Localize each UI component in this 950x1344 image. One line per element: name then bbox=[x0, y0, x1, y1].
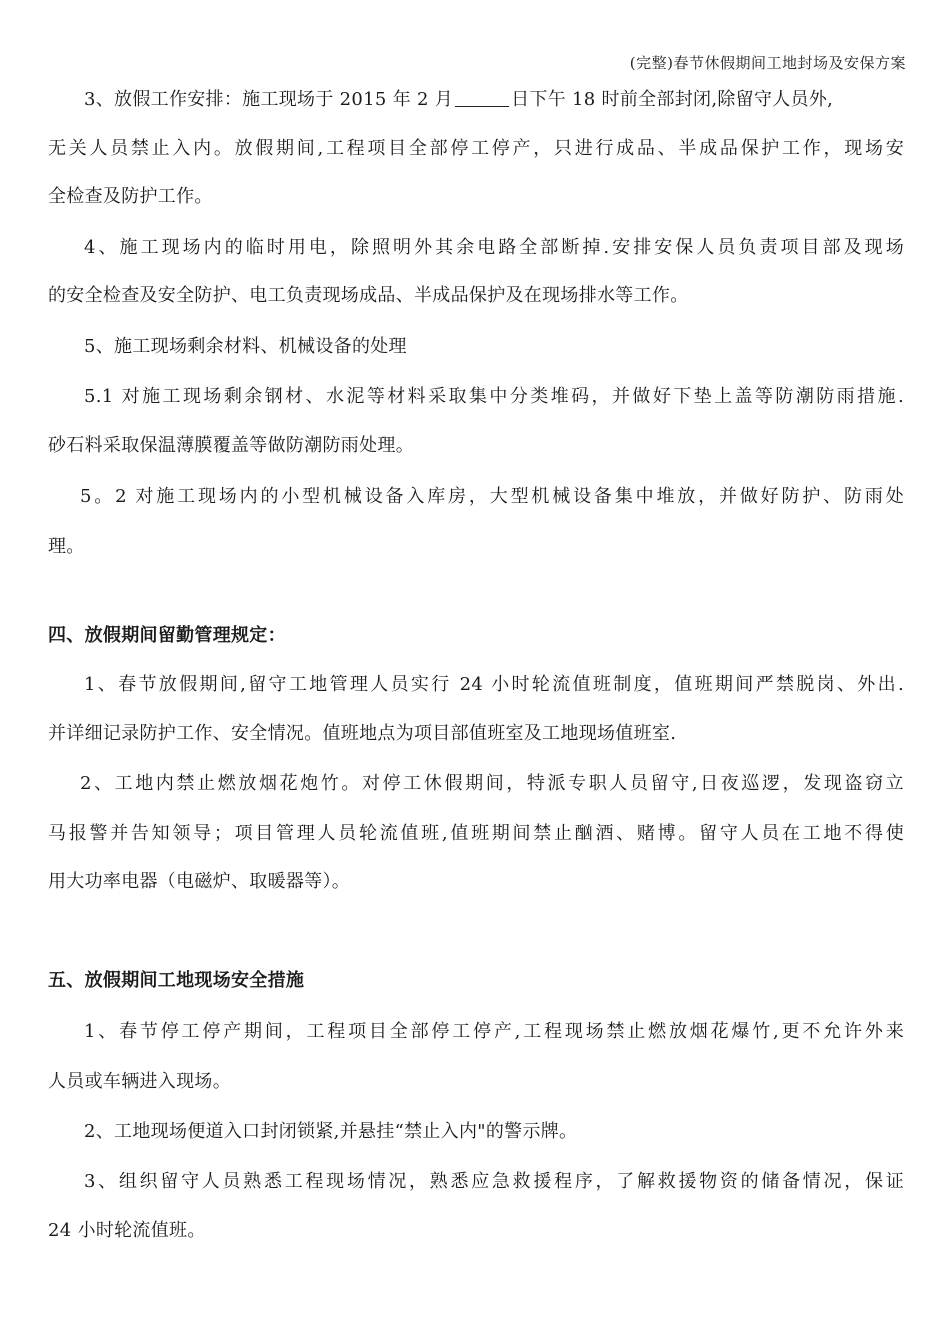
item5-title: 5、施工现场剩余材料、机械设备的处理 bbox=[84, 336, 407, 357]
section5-item1-line1: 1、春节停工停产期间，工程项目全部停工停产,工程现场禁止燃放烟花爆竹,更不允许外来 bbox=[84, 1021, 904, 1042]
section5-item3-line2: 24 小时轮流值班。 bbox=[48, 1220, 206, 1241]
item5-1-line1: 5.1 对施工现场剩余钢材、水泥等材料采取集中分类堆码，并做好下垫上盖等防潮防雨措施. bbox=[84, 386, 904, 407]
section4-heading: 四、放假期间留勤管理规定： bbox=[48, 625, 286, 646]
section5-heading: 五、放假期间工地现场安全措施 bbox=[48, 970, 305, 991]
section4-item2-line1: 2、工地内禁止燃放烟花炮竹。对停工休假期间，特派专职人员留守,日夜巡逻，发现盗窃立 bbox=[80, 773, 904, 794]
section5-item2-line1: 2、工地现场便道入口封闭锁紧,并悬挂“禁止入内"的警示牌。 bbox=[84, 1121, 578, 1142]
item3-line1 bbox=[84, 88, 833, 112]
item3-line1-pre: 3、放假工作安排：施工现场于 2015 年 2 月 bbox=[84, 89, 454, 110]
item3-line1-post: 日下午 18 时前全部封闭,除留守人员外, bbox=[511, 89, 834, 110]
item4-line1: 4、施工现场内的临时用电，除照明外其余电路全部断掉.安排安保人员负责项目部及现场 bbox=[84, 237, 904, 258]
date-blank bbox=[455, 88, 509, 107]
section4-item2-line2: 马报警并告知领导；项目管理人员轮流值班,值班期间禁止酗酒、赌博。留守人员在工地不得使 bbox=[48, 823, 904, 844]
item5-1-line2: 砂石料采取保温薄膜覆盖等做防潮防雨处理。 bbox=[48, 435, 414, 456]
section5-item1-line2: 人员或车辆进入现场。 bbox=[48, 1071, 231, 1092]
item4-line2: 的安全检查及安全防护、电工负责现场成品、半成品保护及在现场排水等工作。 bbox=[48, 285, 689, 306]
section4-item2-line3: 用大功率电器（电磁炉、取暖器等）。 bbox=[48, 871, 351, 892]
document-header-title: (完整)春节休假期间工地封场及安保方案 bbox=[629, 54, 906, 72]
section4-item1-line2: 并详细记录防护工作、安全情况。值班地点为项目部值班室及工地现场值班室. bbox=[48, 723, 677, 744]
item5-2-line1: 5。2 对施工现场内的小型机械设备入库房，大型机械设备集中堆放，并做好防护、防雨处 bbox=[80, 486, 904, 507]
section5-item3-line1: 3、组织留守人员熟悉工程现场情况，熟悉应急救援程序，了解救援物资的储备情况，保证 bbox=[84, 1171, 904, 1192]
section4-item1-line1: 1、春节放假期间,留守工地管理人员实行 24 小时轮流值班制度，值班期间严禁脱岗、外出. bbox=[84, 674, 904, 695]
item5-2-line2: 理。 bbox=[48, 536, 85, 557]
item3-line2: 无关人员禁止入内。放假期间,工程项目全部停工停产，只进行成品、半成品保护工作，现场安 bbox=[48, 138, 904, 159]
item3-line3: 全检查及防护工作。 bbox=[48, 186, 213, 207]
